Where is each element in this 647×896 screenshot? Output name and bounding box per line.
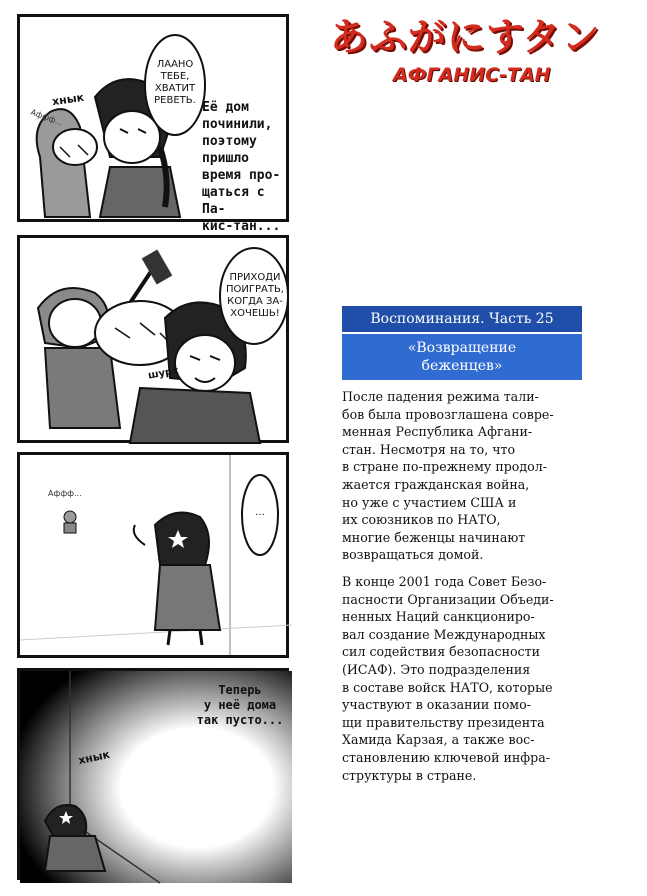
panel-4-narration: Теперь у неё дома так пусто... <box>196 683 284 727</box>
panel-4-sfx-sob: хнык <box>76 747 112 768</box>
article-paragraph-1: После падения режима тали- бов была провозглашена совре- менная Республика Афгани- стан. Несмотря на то, что в стране по-прежнему продол- жается гражданская война, но уже с участием США и их союзников по НАТО, многие беженцы начинают возвращаться домой. <box>342 389 554 563</box>
title-japanese: あふがにすタン <box>330 15 601 59</box>
panel-2-sfx-swish: шурх <box>147 365 180 382</box>
panel-2-speech-bubble: ПРИХОДИ ПОИГРАТЬ, КОГДА ЗА- ХОЧЕШЬ! <box>226 272 284 319</box>
comic-panel-3 <box>17 452 289 658</box>
panel-1-sfx-small: Аффф... <box>29 107 65 128</box>
section-title: «Возвращение беженцев» <box>342 334 582 380</box>
panel-3-sfx-small: Аффф... <box>48 489 82 498</box>
panel-1-speech-bubble: ЛААНО ТЕБЕ, ХВАТИТ РЕВЕТЬ. <box>154 59 196 106</box>
comic-panel-4 <box>17 668 289 880</box>
title-russian: АФГАНИС-ТАН <box>393 64 551 86</box>
panel-1-narration: Её дом починили, поэтому пришло время про- щаться с Па- кис-тан... <box>202 100 281 234</box>
section-heading: Воспоминания. Часть 25 <box>342 306 582 332</box>
panel-2-artwork <box>20 238 292 446</box>
panel-3-artwork <box>20 455 292 661</box>
panel-3-speech-bubble: ... <box>255 507 265 518</box>
comic-panel-1 <box>17 14 289 234</box>
article-paragraph-2: В конце 2001 года Совет Безо- пасности Организации Объеди- ненных Наций санкциониро- вал создание Международных сил содействия безопасности (ИСАФ). Это подразделения в составе войск НАТО, которые участвуют в оказании помо- щи правительству президента Хамида Карзая, а также вос- становлению ключевой инфра- структуры в стране. <box>342 574 554 783</box>
comic-panel-2 <box>17 235 289 443</box>
panel-1-sfx-sob: хнык <box>51 90 85 109</box>
